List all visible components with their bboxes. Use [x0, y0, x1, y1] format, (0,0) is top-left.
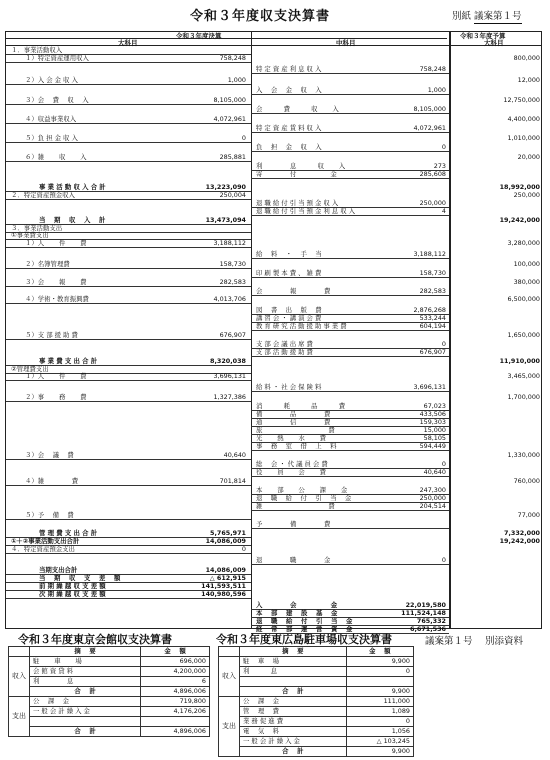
main-row: [6, 537, 541, 545]
mid-row: [6, 348, 541, 356]
document-reference: [452, 8, 522, 22]
mid-category-label: 会 費 収 入: [256, 105, 339, 113]
main-row: [6, 590, 541, 598]
mid-amount: 594,449: [419, 442, 446, 450]
budget-amount: 11,910,000: [499, 357, 540, 365]
mid-category-label: 利 息 収 入: [256, 162, 346, 170]
budget-amount: 6,500,000: [507, 295, 540, 303]
main-row: [6, 295, 541, 303]
reference-prefix: 別紙: [452, 11, 472, 22]
settlement-amount: 1,000: [227, 76, 246, 84]
main-row: [6, 54, 541, 62]
mid-amount: 4,072,961: [413, 124, 446, 132]
main-row: [6, 183, 541, 191]
mid-amount: 111,524,148: [401, 609, 446, 617]
mid-amount: 0: [441, 143, 446, 151]
budget-amount: 3,280,000: [507, 239, 540, 247]
mid-amount: 3,696,131: [413, 383, 446, 391]
budget-amount: 760,000: [513, 477, 540, 485]
document-title: 令和３年度収支決算書: [190, 9, 331, 24]
main-row: [6, 545, 541, 553]
settlement-amount: 250,004: [219, 191, 246, 199]
mid-amount: 765,332: [416, 617, 446, 625]
big-category-label: ４）収益事業収入: [25, 115, 77, 123]
item-amount: 0: [346, 716, 413, 726]
big-category-label: ２）入 会 金 収 入: [25, 76, 78, 84]
mid-row: [6, 601, 541, 609]
total-amount: 4,896,006: [141, 726, 210, 736]
main-row: [6, 357, 541, 365]
mid-category-label: 総 会 ・ 代 議 員 会 費: [256, 460, 328, 468]
big-category-label: ①事業費支出: [11, 231, 49, 239]
mid-row: [6, 460, 541, 468]
main-row: [6, 115, 541, 123]
item-label: 会 館 資 貸 料: [30, 667, 141, 677]
mid-category-label: 本 部 公 課 金: [256, 486, 348, 494]
mid-row: [6, 322, 541, 330]
item-label: 一 般 会 計 繰 入 金: [240, 736, 347, 746]
mid-amount: 273: [433, 162, 446, 170]
mid-category-label: 会 報 費: [256, 287, 331, 295]
big-category-label: ４）雑 費: [25, 477, 79, 485]
mid-amount: 2,876,268: [413, 306, 446, 314]
budget-amount: 12,000: [517, 76, 540, 84]
big-category-label: ４）学術・教育振興費: [25, 295, 89, 303]
settlement-amount: 0: [241, 545, 246, 553]
settlement-amount: 4,013,706: [213, 295, 246, 303]
mid-amount: 604,194: [419, 322, 446, 330]
mid-category-label: 通 信 費: [256, 418, 331, 426]
big-category-label: ５）予 備 費: [25, 511, 74, 519]
amount-header: 金 額: [141, 647, 210, 657]
settlement-amount: 158,730: [219, 260, 246, 268]
mid-row: [6, 617, 541, 625]
main-row: [6, 331, 541, 339]
mid-amount: 0: [441, 556, 446, 564]
settlement-amount: 14,086,009: [205, 537, 246, 545]
big-category-label: ３）会 議 費: [25, 451, 74, 459]
mid-category-label: 退 職 金: [256, 556, 331, 564]
mid-row: [6, 306, 541, 314]
settlement-amount: 3,696,131: [213, 372, 246, 380]
big-category-label: ２）名簿管理費: [25, 260, 70, 268]
hiroshima-table-title: 令和３年度東広島駐車場収支決算書: [216, 633, 392, 646]
mid-category-label: 雑 費: [256, 502, 335, 510]
mid-category-label: 負 担 金 収 入: [256, 143, 322, 151]
tokyo-table: [8, 646, 210, 737]
mid-amount: 40,640: [423, 468, 446, 476]
budget-amount: 77,000: [517, 511, 540, 519]
mid-category-label: 備 品 費: [256, 410, 331, 418]
mid-row: [6, 502, 541, 510]
mid-category-label: 入 会 金: [256, 601, 338, 609]
mid-category-label: 事 務 室 借 上 料: [256, 442, 337, 450]
budget-amount: 1,330,000: [507, 451, 540, 459]
item-amount: [141, 717, 210, 727]
budget-amount: 12,750,000: [503, 96, 540, 104]
mid-category-label: 入 会 金 収 入: [256, 86, 322, 94]
mid-row: [6, 287, 541, 295]
mid-category-label: 退 職 給 付 引 当 金: [256, 617, 353, 625]
settlement-amount: 13,223,090: [205, 183, 246, 191]
mid-category-label: 支 部 会 議 出 席 費: [256, 340, 313, 348]
item-amount: 4,176,206: [141, 707, 210, 717]
settlement-amount: 282,583: [219, 278, 246, 286]
item-label: 電 気 料: [240, 726, 347, 736]
big-category-label: １）特定資産運用収入: [25, 54, 89, 62]
item-amount: 1,089: [346, 706, 413, 716]
mid-row: [6, 383, 541, 391]
item-label: 駐 車 場: [240, 657, 347, 667]
mid-category-label: 給 料 ・ 手 当: [256, 250, 322, 258]
main-table-rows: [6, 32, 541, 633]
mid-amount: 3,188,112: [413, 250, 446, 258]
mid-row: [6, 418, 541, 426]
mid-category-label: 特 定 資 産 賃 料 収 入: [256, 124, 322, 132]
reference-number: 議案第１号: [474, 11, 522, 22]
item-amount: △ 103,245: [346, 736, 413, 746]
mid-category-label: 給 料 ・ 社 会 保 険 料: [256, 383, 322, 391]
mid-row: [6, 314, 541, 322]
mid-category-label: 支 部 活 動 援 助 費: [256, 348, 313, 356]
main-row: [6, 529, 541, 537]
settlement-amount: 14,086,009: [205, 566, 246, 574]
settlement-amount: 13,473,094: [205, 216, 246, 224]
corner-cell: [219, 647, 240, 657]
mid-amount: 15,000: [423, 426, 446, 434]
big-category-label: 当 期 収 支 差 額: [39, 574, 121, 582]
big-category-label: 次 期 繰 越 収 支 差 額: [39, 590, 106, 598]
mid-amount: 0: [441, 340, 446, 348]
item-label: 駐 車 場: [30, 657, 141, 667]
section-label: 収入: [219, 657, 240, 697]
budget-amount: 100,000: [513, 260, 540, 268]
settlement-amount: 285,881: [219, 153, 246, 161]
main-settlement-table: [5, 31, 542, 633]
big-category-label: ２）事 務 費: [25, 393, 87, 401]
mid-amount: 58,105: [423, 434, 446, 442]
settlement-amount: 141,593,511: [201, 582, 246, 590]
settlement-amount: 40,640: [223, 451, 246, 459]
big-category-label: ①＋②事業活動支出合計: [11, 537, 80, 545]
item-label: 管 理 費: [240, 706, 347, 716]
settlement-amount: 140,980,596: [201, 590, 246, 598]
big-category-label: 前 期 繰 越 収 支 差 額: [39, 582, 106, 590]
main-row: [6, 260, 541, 268]
item-label: 一 般 会 計 繰 入 金: [30, 707, 141, 717]
mid-amount: 282,583: [419, 287, 446, 295]
main-row: [6, 239, 541, 247]
main-row: [6, 191, 541, 199]
total-label: 合 計: [30, 687, 141, 697]
big-category-label: ５）負 担 金 収 入: [25, 134, 78, 142]
big-category-label: １）人 件 費: [25, 239, 87, 247]
total-amount: 9,900: [346, 686, 413, 696]
mid-row: [6, 486, 541, 494]
main-row: [6, 46, 541, 54]
item-header: 摘 要: [30, 647, 141, 657]
section-label: 支出: [219, 696, 240, 756]
budget-amount: 4,400,000: [507, 115, 540, 123]
item-label: [30, 717, 141, 727]
mid-amount: 0: [441, 460, 446, 468]
settlement-amount: 676,907: [219, 331, 246, 339]
settlement-amount: 8,320,038: [210, 357, 246, 365]
budget-header: 令和３年度予算: [460, 32, 506, 40]
big-category-label: ５）支 部 援 助 費: [25, 331, 78, 339]
mid-row: [6, 207, 541, 215]
item-amount: 9,900: [346, 657, 413, 667]
mid-row: [6, 105, 541, 113]
item-amount: 719,800: [141, 697, 210, 707]
budget-amount: 250,000: [513, 191, 540, 199]
mid-row: [6, 269, 541, 277]
mid-row: [6, 520, 541, 528]
item-amount: 4,200,000: [141, 667, 210, 677]
budget-amount: 1,650,000: [507, 331, 540, 339]
main-row: [6, 231, 541, 239]
mid-category-label: 旅 費: [256, 426, 335, 434]
mid-amount: 158,730: [419, 269, 446, 277]
main-row: [6, 477, 541, 485]
mid-row: [6, 143, 541, 151]
mid-amount: 6,671,536: [410, 625, 446, 633]
mid-amount: 4: [441, 207, 446, 215]
big-category-label: １）人 件 費: [25, 372, 87, 380]
mid-row: [6, 65, 541, 73]
budget-amount: 800,000: [513, 54, 540, 62]
mid-row: [6, 434, 541, 442]
settlement-amount: 758,248: [219, 54, 246, 62]
item-amount: 696,000: [141, 657, 210, 667]
mid-row: [6, 442, 541, 450]
budget-amount: 1,700,000: [507, 393, 540, 401]
budget-amount: 1,010,000: [507, 134, 540, 142]
big-category-label: ３）会 報 費: [25, 278, 87, 286]
mid-category-label: 経 常 部 運 営 資 金: [256, 625, 353, 633]
main-row: [6, 96, 541, 104]
main-row: [6, 134, 541, 142]
mid-category-label: 寄 付 金: [256, 170, 337, 178]
mid-category-label: 光 熱 水 費: [256, 434, 326, 442]
main-row: [6, 511, 541, 519]
mid-row: [6, 250, 541, 258]
budget-amount: 18,992,000: [499, 183, 540, 191]
big-category-label: ３．事業活動支出: [11, 224, 63, 232]
mid-amount: 8,105,000: [413, 105, 446, 113]
item-label: 業 務 促 進 費: [240, 716, 347, 726]
amount-header: 金 額: [346, 647, 413, 657]
total-label: 合 計: [240, 746, 347, 756]
budget-amount: 3,465,000: [507, 372, 540, 380]
main-row: [6, 451, 541, 459]
mid-row: [6, 124, 541, 132]
settlement-amount: 0: [241, 134, 246, 142]
mid-amount: 67,023: [423, 402, 446, 410]
mid-row: [6, 402, 541, 410]
mid-category-label: 図 書 出 版 費: [256, 306, 322, 314]
mid-row: [6, 170, 541, 178]
main-row: [6, 216, 541, 224]
mid-amount: 676,907: [419, 348, 446, 356]
big-category-label: ２．特定資産預金収入: [11, 191, 75, 199]
mid-category-label: 予 備 費: [256, 520, 331, 528]
big-category-label: １．事業活動収入: [11, 46, 63, 54]
mid-category-label: 退 職 給 付 引 当 預 金 利 息 収 入: [256, 207, 356, 215]
settlement-header: 令和３年度決算: [176, 32, 222, 40]
budget-amount: 19,242,000: [499, 216, 540, 224]
big-category-label: ②管理費支出: [11, 365, 49, 373]
budget-amount: 19,242,000: [499, 537, 540, 545]
budget-amount: 380,000: [513, 278, 540, 286]
mid-row: [6, 410, 541, 418]
mid-row: [6, 609, 541, 617]
budget-amount: 7,332,000: [504, 529, 540, 537]
mid-amount: 285,608: [419, 170, 446, 178]
mid-amount: 250,000: [419, 494, 446, 502]
attachment-note: 議案第１号 別添資料: [425, 636, 524, 647]
mid-row: [6, 468, 541, 476]
settlement-amount: 3,188,112: [213, 239, 246, 247]
mid-category-label: 講 習 会 ・ 講 演 会 費: [256, 314, 322, 322]
main-row: [6, 574, 541, 582]
total-amount: 9,900: [346, 746, 413, 756]
tokyo-table-title: 令和３年度東京会館収支決算書: [18, 633, 172, 646]
item-label: 公 課 金: [240, 696, 347, 706]
item-amount: 1,056: [346, 726, 413, 736]
settlement-amount: 5,765,971: [210, 529, 246, 537]
mid-amount: 204,514: [419, 502, 446, 510]
item-header: 摘 要: [240, 647, 347, 657]
total-label: 合 計: [30, 726, 141, 736]
mid-category-label: 退 職 給 付 引 当 預 金 収 入: [256, 199, 339, 207]
mid-category-label: 特 定 資 産 利 息 収 入: [256, 65, 322, 73]
mid-amount: 1,000: [427, 86, 446, 94]
mid-category-label: 役 員 会 費: [256, 468, 326, 476]
mid-amount: 159,303: [419, 418, 446, 426]
hiroshima-table: [218, 646, 414, 757]
settlement-amount: △ 612,915: [209, 574, 246, 582]
total-amount: 4,896,006: [141, 687, 210, 697]
mid-amount: 247,300: [419, 486, 446, 494]
mid-amount: 433,506: [419, 410, 446, 418]
item-amount: [346, 677, 413, 687]
big-category-label: ６）雑 収 入: [25, 153, 87, 161]
settlement-amount: 8,105,000: [213, 96, 246, 104]
mid-amount: 533,244: [419, 314, 446, 322]
big-category-label: ３）会 費 収 入: [25, 96, 89, 104]
mid-row: [6, 199, 541, 207]
item-amount: 0: [346, 667, 413, 677]
big-category-label: 当期支出合計: [39, 566, 78, 574]
main-row: [6, 76, 541, 84]
main-row: [6, 153, 541, 161]
big-category-label: 当 期 収 入 計: [39, 216, 106, 224]
item-label: [240, 677, 347, 687]
settlement-amount: 701,814: [219, 477, 246, 485]
mid-category-label: 消 耗 品 費: [256, 402, 346, 410]
main-row: [6, 278, 541, 286]
mid-row: [6, 86, 541, 94]
mid-category-label: 印 刷 製 本 費 、 雑 費: [256, 269, 322, 277]
section-label: 支出: [9, 697, 30, 737]
mid-category-header: 中科目: [336, 39, 356, 47]
settlement-amount: 1,327,386: [213, 393, 246, 401]
budget-amount: 20,000: [517, 153, 540, 161]
mid-row: [6, 340, 541, 348]
main-row: [6, 393, 541, 401]
mid-row: [6, 426, 541, 434]
item-amount: 111,000: [346, 696, 413, 706]
main-row: [6, 372, 541, 380]
main-row: [6, 582, 541, 590]
item-label: 利 息: [30, 677, 141, 687]
section-label: 収入: [9, 657, 30, 697]
big-category-label: 事 業 費 支 出 合 計: [39, 357, 98, 365]
mid-category-label: 退 職 給 付 引 当 金: [256, 494, 352, 502]
mid-amount: 250,000: [419, 199, 446, 207]
item-label: 利 息: [240, 667, 347, 677]
big-category-label: 管 理 費 支 出 合 計: [39, 529, 98, 537]
mid-category-label: 本 部 建 設 基 金: [256, 609, 338, 617]
settlement-amount: 4,072,961: [213, 115, 246, 123]
mid-category-label: 教 育 研 究 活 動 援 助 事 業 費: [256, 322, 347, 330]
item-label: 公 課 金: [30, 697, 141, 707]
mid-row: [6, 494, 541, 502]
mid-row: [6, 556, 541, 564]
big-category-label: 事 業 活 動 収 入 合 計: [39, 183, 106, 191]
budget-subheader: 大科目: [484, 39, 504, 47]
item-amount: 6: [141, 677, 210, 687]
total-label: 合 計: [240, 686, 347, 696]
big-category-label: ４．特定資産預金支出: [11, 545, 75, 553]
mid-amount: 22,019,580: [405, 601, 446, 609]
corner-cell: [9, 647, 30, 657]
big-category-header: 大科目: [118, 39, 138, 47]
mid-row: [6, 162, 541, 170]
main-row: [6, 566, 541, 574]
mid-amount: 758,248: [419, 65, 446, 73]
